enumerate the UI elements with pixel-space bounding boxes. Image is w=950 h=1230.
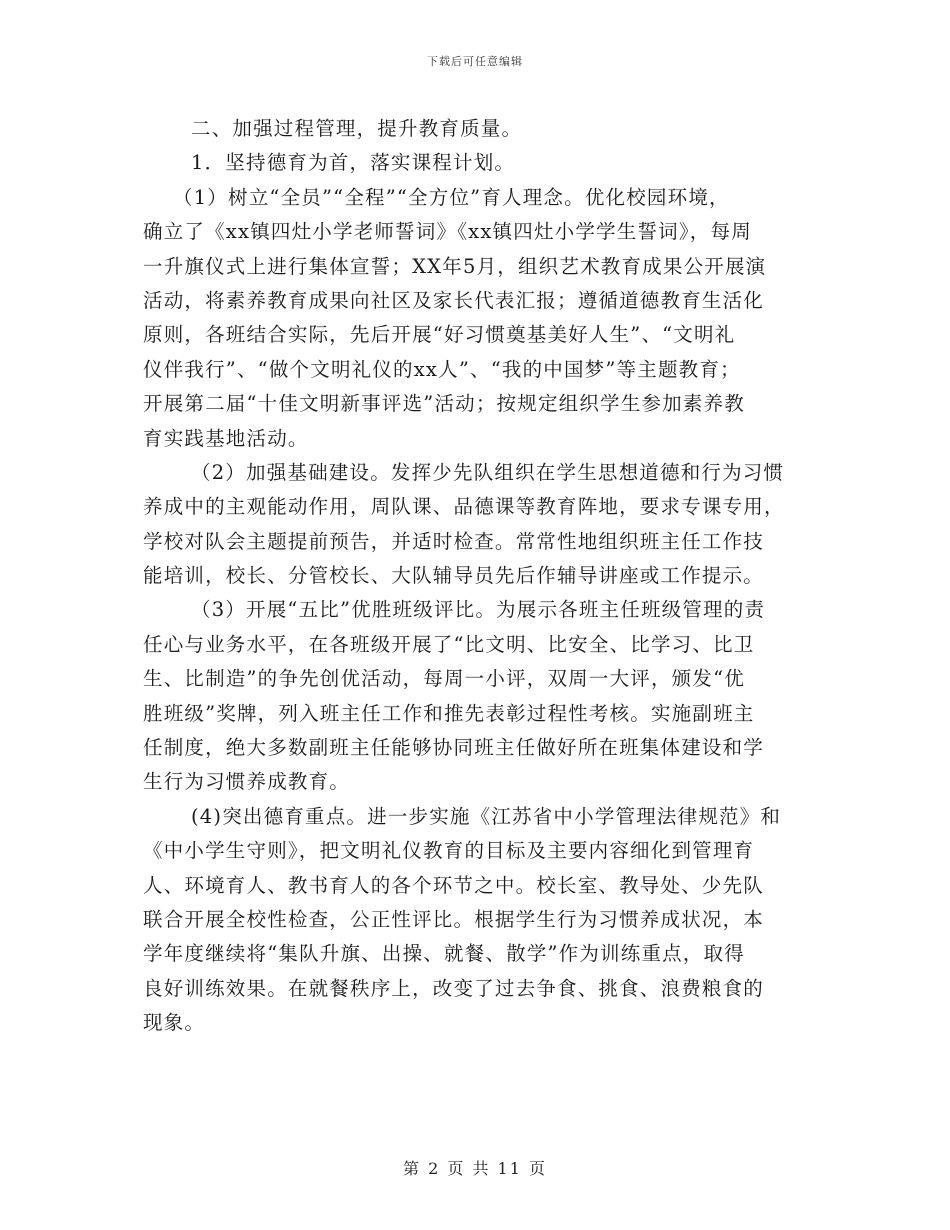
paragraph-line: 现象。 bbox=[143, 1011, 206, 1035]
subsection-heading: 1．坚持德育为首，落实课程计划。 bbox=[191, 151, 516, 175]
paragraph-line: 原则，各班结合实际，先后开展“好习惯奠基美好人生”、“文明礼 bbox=[143, 323, 736, 347]
paragraph-line: 任制度，绝大多数副班主任能够协同班主任做好所在班集体建设和学 bbox=[143, 736, 765, 760]
paragraph-line: 《中小学生守则》，把文明礼仪教育的目标及主要内容细化到管理育 bbox=[143, 839, 755, 863]
paragraph-line: 学年度继续将“集队升旗、出操、就餐、散学”作为训练重点，取得 bbox=[143, 942, 745, 966]
paragraph-line: 生、比制造”的争先创优活动，每周一小评，双周一大评，颁发“优 bbox=[143, 667, 745, 691]
paragraph-line: 一升旗仪式上进行集体宣誓；XX年5月，组织艺术教育成果公开展演 bbox=[143, 254, 767, 278]
section-heading: 二、加强过程管理，提升教育质量。 bbox=[191, 117, 523, 140]
paragraph-line: 仪伴我行”、“做个文明礼仪的xx人”、“我的中国梦”等主题教育； bbox=[143, 357, 741, 381]
paragraph-line: （1）树立“全员”“全程”“全方位”育人理念。优化校园环境， bbox=[173, 185, 730, 209]
paragraph-line: 确立了《xx镇四灶小学老师誓词》《xx镇四灶小学学生誓词》，每周 bbox=[143, 220, 752, 244]
paragraph-line: 能培训，校长、分管校长、大队辅导员先后作辅导讲座或工作提示。 bbox=[143, 564, 765, 588]
paragraph-line: 学校对队会主题提前预告，并适时检查。常常性地组织班主任工作技 bbox=[143, 529, 765, 553]
paragraph-line: 胜班级”奖牌，列入班主任工作和推先表彰过程性考核。实施副班主 bbox=[143, 701, 755, 725]
paragraph-line: 育实践基地活动。 bbox=[143, 426, 309, 450]
paragraph-line: 养成中的主观能动作用，周队课、品德课等教育阵地，要求专课专用， bbox=[143, 495, 785, 519]
paragraph-line: 良好训练效果。在就餐秩序上，改变了过去争食、挑食、浪费粮食的 bbox=[143, 976, 765, 1000]
paragraph-line: （2）加强基础建设。发挥少先队组织在学生思想道德和行为习惯 bbox=[191, 460, 785, 484]
paragraph-line: 联合开展全校性检查，公正性评比。根据学生行为习惯养成状况，本 bbox=[143, 907, 765, 931]
paragraph-line: 开展第二届“十佳文明新事评选”活动；按规定组织学生参加素养教 bbox=[143, 392, 745, 416]
page-number-footer: 第 2 页 共 11 页 bbox=[403, 1159, 547, 1178]
paragraph-line: 活动，将素养教育成果向社区及家长代表汇报；遵循道德教育生活化 bbox=[143, 288, 765, 312]
document-body bbox=[143, 112, 813, 1041]
paragraph-line: （3）开展“五比”优胜班级评比。为展示各班主任班级管理的责 bbox=[191, 598, 766, 622]
header-note: 下载后可任意编辑 bbox=[427, 55, 523, 68]
paragraph-line: 生行为习惯养成教育。 bbox=[143, 770, 351, 794]
paragraph-line: 任心与业务水平，在各班级开展了“比文明、比安全、比学习、比卫 bbox=[143, 632, 755, 656]
paragraph-line: 人、环境育人、教书育人的各个环节之中。校长室、教导处、少先队 bbox=[143, 873, 765, 897]
paragraph-line: (4)突出德育重点。进一步实施《江苏省中小学管理法律规范》和 bbox=[191, 804, 782, 828]
